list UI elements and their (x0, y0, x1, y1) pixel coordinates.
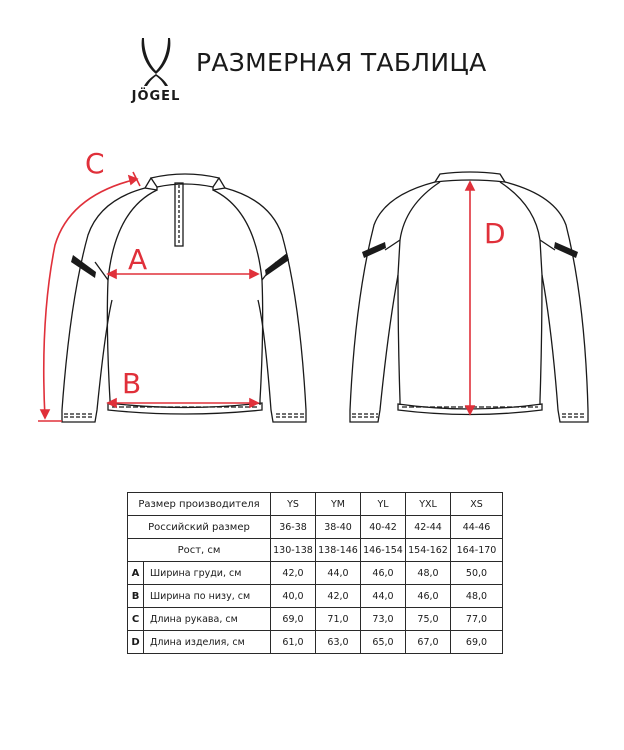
cell: 50,0 (451, 562, 503, 585)
cell: 130-138 (271, 539, 316, 562)
cell: YS (271, 493, 316, 516)
cell: 71,0 (316, 608, 361, 631)
jogel-logo-icon (138, 38, 174, 86)
cell: 44-46 (451, 516, 503, 539)
table-row (128, 493, 503, 516)
cell: 146-154 (361, 539, 406, 562)
row-header-height: Рост, см (128, 539, 271, 562)
front-left-stripe (71, 255, 96, 278)
measure-letter: C (128, 608, 144, 631)
cell: 42,0 (271, 562, 316, 585)
measure-letter: B (128, 585, 144, 608)
cell: 44,0 (316, 562, 361, 585)
label-b: B (122, 367, 142, 400)
cell: 154-162 (406, 539, 451, 562)
cell: 42-44 (406, 516, 451, 539)
cell: 42,0 (316, 585, 361, 608)
jogel-logo (130, 38, 186, 108)
cell: 164-170 (451, 539, 503, 562)
cell: 40-42 (361, 516, 406, 539)
table-row (128, 585, 503, 608)
table-row (128, 608, 503, 631)
header (0, 0, 624, 120)
measure-label: Ширина по низу, см (144, 585, 271, 608)
cell: YM (316, 493, 361, 516)
cell: 67,0 (406, 631, 451, 654)
cell: XS (451, 493, 503, 516)
jacket-illustration (0, 140, 624, 440)
brand-name: JÖGEL (131, 89, 181, 104)
cell: 75,0 (406, 608, 451, 631)
back-right-stripe (554, 242, 578, 258)
cell: YL (361, 493, 406, 516)
cell: 48,0 (406, 562, 451, 585)
front-right-stripe (265, 253, 289, 276)
cell: 138-146 (316, 539, 361, 562)
label-a: A (128, 243, 148, 276)
cell: 48,0 (451, 585, 503, 608)
cell: 77,0 (451, 608, 503, 631)
back-jacket-outline (350, 172, 588, 422)
cell: 46,0 (361, 562, 406, 585)
cell: 46,0 (406, 585, 451, 608)
measure-letter: D (128, 631, 144, 654)
cell: 36-38 (271, 516, 316, 539)
row-header-manufacturer-size: Размер производителя (128, 493, 271, 516)
size-table (127, 492, 503, 654)
page-title: РАЗМЕРНАЯ ТАБЛИЦА (196, 48, 487, 77)
measure-letter: A (128, 562, 144, 585)
cell: 65,0 (361, 631, 406, 654)
back-left-stripe (362, 242, 386, 258)
cell: 63,0 (316, 631, 361, 654)
cell: 61,0 (271, 631, 316, 654)
cell: 38-40 (316, 516, 361, 539)
cell: 69,0 (271, 608, 316, 631)
cell: YXL (406, 493, 451, 516)
cell: 44,0 (361, 585, 406, 608)
measure-label: Длина рукава, см (144, 608, 271, 631)
label-d: D (484, 217, 506, 250)
cell: 73,0 (361, 608, 406, 631)
front-jacket-outline (62, 174, 306, 422)
row-header-russian-size: Российский размер (128, 516, 271, 539)
label-c: C (85, 147, 105, 180)
garment-diagram (0, 140, 624, 440)
table-row (128, 562, 503, 585)
measure-label: Ширина груди, см (144, 562, 271, 585)
table-row (128, 539, 503, 562)
measure-label: Длина изделия, см (144, 631, 271, 654)
cell: 69,0 (451, 631, 503, 654)
table-row (128, 516, 503, 539)
cell: 40,0 (271, 585, 316, 608)
table-row (128, 631, 503, 654)
